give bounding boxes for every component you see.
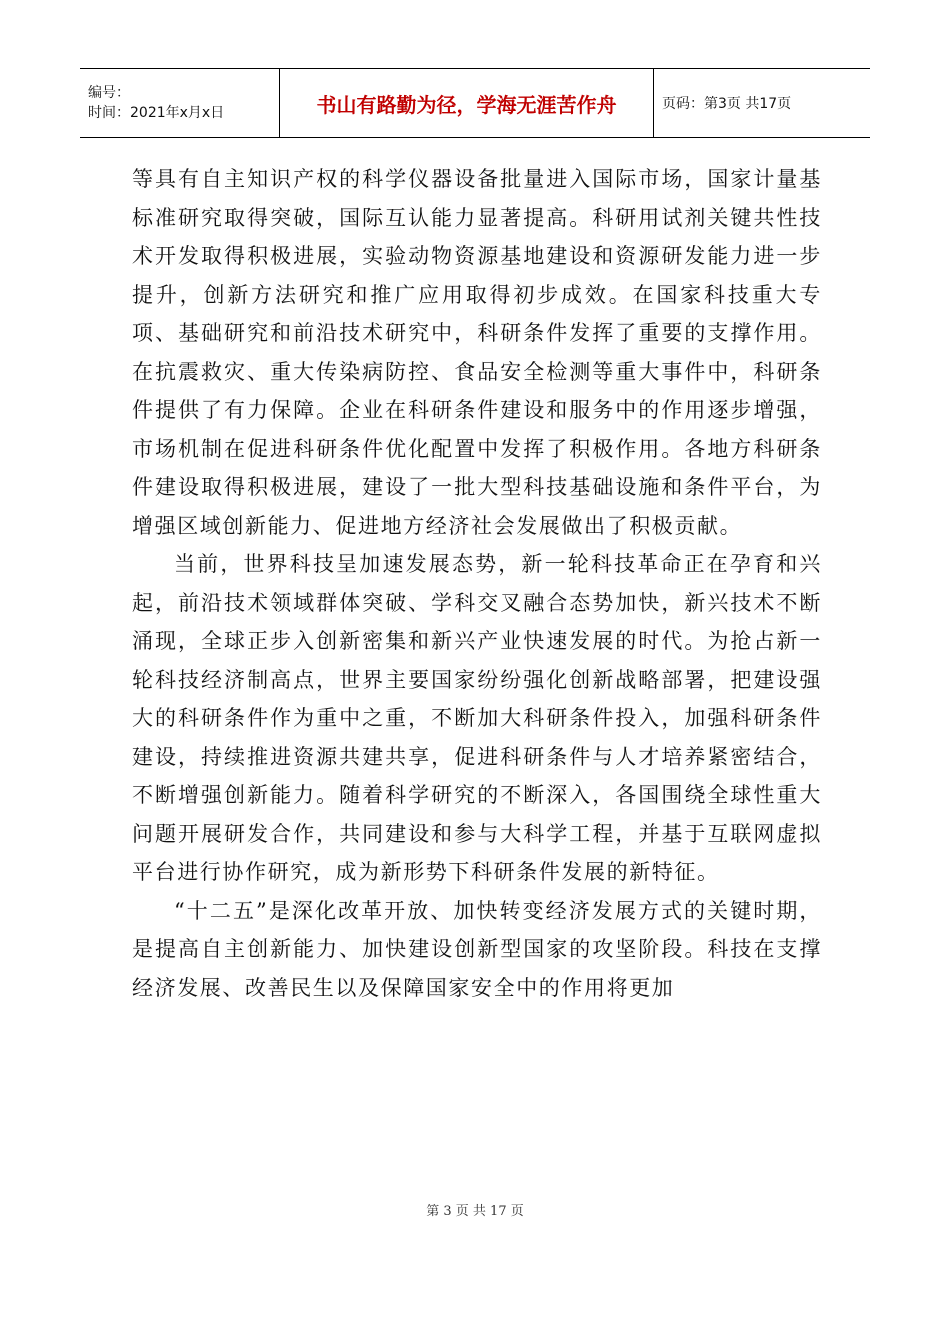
page-header [80, 68, 870, 138]
header-page-label: 页码：第3页 共17页 [662, 96, 792, 112]
header-meta [80, 69, 280, 137]
header-motto [280, 69, 654, 137]
document-time-label: 时间：2021年x月x日 [88, 105, 225, 121]
header-page-info [654, 69, 870, 137]
page-footer [0, 1200, 950, 1219]
document-body [132, 160, 822, 1007]
motto-text: 书山有路勤为径，学海无涯苦作舟 [316, 92, 617, 117]
footer-page-number: 第 3 页 共 17 页 [426, 1204, 524, 1219]
paragraph-1: 等具有自主知识产权的科学仪器设备批量进入国际市场，国家计量基标准研究取得突破，国际互认能力显著提高。科研用试剂关键共性技术开发取得积极进展，实验动物资源基地建设和资源研发能力进一步提升，创新方法研究和推广应用取得初步成效。在国家科技重大专项、基础研究和前沿技术研究中，科研条件发挥了重要的支撑作用。在抗震救灾、重大传染病防控、食品安全检测等重大事件中，科研条件提供了有力保障。企业在科研条件建设和服务中的作用逐步增强，市场机制在促进科研条件优化配置中发挥了积极作用。各地方科研条件建设取得积极进展，建设了一批大型科技基础设施和条件平台，为增强区域创新能力、促进地方经济社会发展做出了积极贡献。 [132, 167, 822, 538]
paragraph-2: 当前，世界科技呈加速发展态势，新一轮科技革命正在孕育和兴起，前沿技术领域群体突破、学科交叉融合态势加快，新兴技术不断涌现，全球正步入创新密集和新兴产业快速发展的时代。为抢占新一轮科技经济制高点，世界主要国家纷纷强化创新战略部署，把建设强大的科研条件作为重中之重，不断加大科研条件投入，加强科研条件建设，持续推进资源共建共享，促进科研条件与人才培养紧密结合，不断增强创新能力。随着科学研究的不断深入，各国围绕全球性重大问题开展研发合作，共同建设和参与大科学工程，并基于互联网虚拟平台进行协作研究，成为新形势下科研条件发展的新特征。 [132, 552, 822, 884]
document-number-label: 编号： [88, 85, 130, 101]
paragraph-3: “十二五”是深化改革开放、加快转变经济发展方式的关键时期，是提高自主创新能力、加快建设创新型国家的攻坚阶段。科技在支撑经济发展、改善民生以及保障国家安全中的作用将更加 [132, 898, 822, 1000]
